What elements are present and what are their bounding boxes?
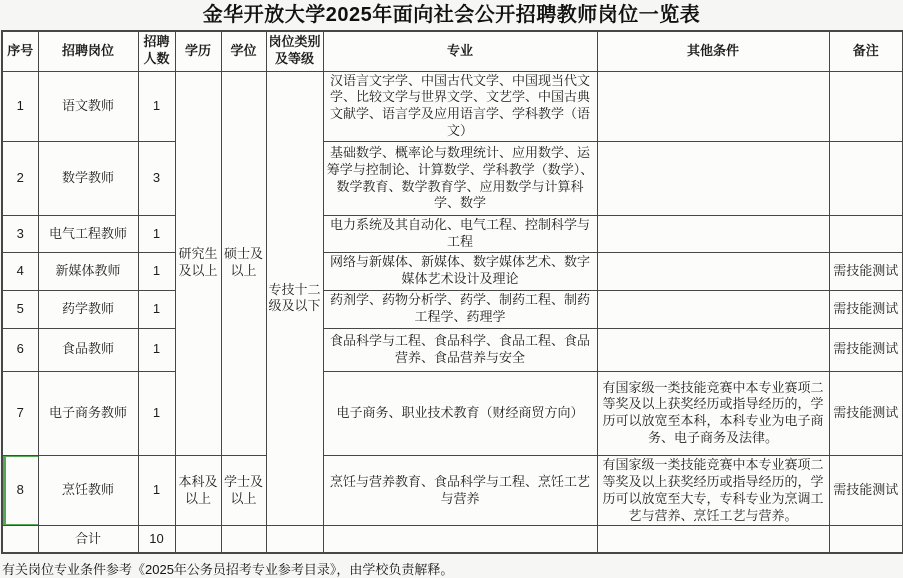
cell-no: 4 [2,252,38,290]
cell-major: 电力系统及其自动化、电气工程、控制科学与工程 [323,216,597,253]
cell-education-row8: 本科及以上 [175,455,221,526]
cell-other [597,142,829,216]
cell-major: 网络与新媒体、新媒体、数字媒体艺术、数字媒体艺术设计及理论 [323,252,597,290]
cell-no: 5 [2,290,38,328]
cell-other: 有国家级一类技能竞赛中本专业赛项二等奖及以上获奖经历或指导经历的，学历可以放宽至本科，本科专业为电子商务、电子商务及法律。 [597,371,829,455]
cell-major: 电子商务、职业技术教育（财经商贸方向） [323,371,597,455]
cell-degree-merged: 硕士及以上 [221,71,266,455]
cell-empty [323,526,597,553]
cell-count: 1 [138,371,175,455]
footnote: 有关岗位专业条件参考《2025年公务员招考专业参考目录》，由学校负责解释。 [2,561,454,577]
cell-major: 食品科学与工程、食品科学、食品工程、食品营养、食品营养与安全 [323,328,597,371]
cell-other [597,71,829,142]
cell-count: 1 [138,328,175,371]
cell-note [829,216,903,253]
cell-no: 7 [2,371,38,455]
cell-position: 语文教师 [38,71,138,142]
cell-other: 有国家级一类技能竞赛中本专业赛项二等奖及以上获奖经历或指导经历的，学历可以放宽至大专，专科专业为烹调工艺与营养、烹饪工艺与营养。 [597,455,829,526]
table-row [2,252,903,290]
table-row [2,371,903,455]
table-row [2,328,903,371]
cell-count: 1 [138,252,175,290]
cell-position: 电子商务教师 [38,371,138,455]
table-row [2,142,903,216]
table-row [2,216,903,253]
header-note: 备注 [829,31,903,71]
cell-position: 新媒体教师 [38,252,138,290]
table-row [2,455,903,526]
cell-major: 汉语言文字学、中国古代文学、中国现当代文学、比较文学与世界文学、文艺学、中国古典文献学、语言学及应用语言学、学科教学（语文） [323,71,597,142]
cell-note: 需技能测试 [829,371,903,455]
cell-total-no [2,526,38,553]
cell-total-value: 10 [138,526,175,553]
cell-note: 需技能测试 [829,290,903,328]
cell-other [597,290,829,328]
header-education: 学历 [175,31,221,71]
cell-count: 3 [138,142,175,216]
cell-count: 1 [138,71,175,142]
cell-note: 需技能测试 [829,328,903,371]
cell-empty [597,526,829,553]
cell-no: 6 [2,328,38,371]
cell-major: 基础数学、概率论与数理统计、应用数学、运筹学与控制论、计算数学、学科教学（数学）、数学教育、数学教育学、应用数学与计算科学、数学 [323,142,597,216]
cell-empty [221,526,266,553]
header-no: 序号 [2,31,38,71]
cell-position: 数学教师 [38,142,138,216]
cell-category-merged: 专技十二级及以下 [266,71,323,526]
cell-note: 需技能测试 [829,252,903,290]
header-row [2,31,903,71]
cell-empty [266,526,323,553]
cell-no: 2 [2,142,38,216]
cell-other [597,252,829,290]
table-row [2,71,903,142]
cell-position: 食品教师 [38,328,138,371]
header-major: 专业 [323,31,597,71]
cell-count: 1 [138,455,175,526]
header-category: 岗位类别及等级 [266,31,323,71]
total-row [2,526,903,553]
cell-empty [175,526,221,553]
header-position: 招聘岗位 [38,31,138,71]
cell-count: 1 [138,290,175,328]
cell-no: 3 [2,216,38,253]
cell-position: 电气工程教师 [38,216,138,253]
header-degree: 学位 [221,31,266,71]
cell-empty [829,526,903,553]
header-count: 招聘人数 [138,31,175,71]
cell-major: 烹饪与营养教育、食品科学与工程、烹饪工艺与营养 [323,455,597,526]
cell-total-label: 合计 [38,526,138,553]
recruitment-table [1,30,903,554]
cell-major: 药剂学、药物分析学、药学、制药工程、制药工程学、药理学 [323,290,597,328]
cell-other [597,328,829,371]
page-title: 金华开放大学2025年面向社会公开招聘教师岗位一览表 [202,4,701,26]
cell-degree-row8: 学士及以上 [221,455,266,526]
cell-note [829,71,903,142]
cell-education-merged: 研究生及以上 [175,71,221,455]
table-row [2,290,903,328]
cell-position: 烹饪教师 [38,455,138,526]
cell-other [597,216,829,253]
cell-position: 药学教师 [38,290,138,328]
cell-note [829,142,903,216]
cell-no-selected: 8 [2,455,38,526]
header-other: 其他条件 [597,31,829,71]
cell-count: 1 [138,216,175,253]
cell-note: 需技能测试 [829,455,903,526]
cell-no: 1 [2,71,38,142]
